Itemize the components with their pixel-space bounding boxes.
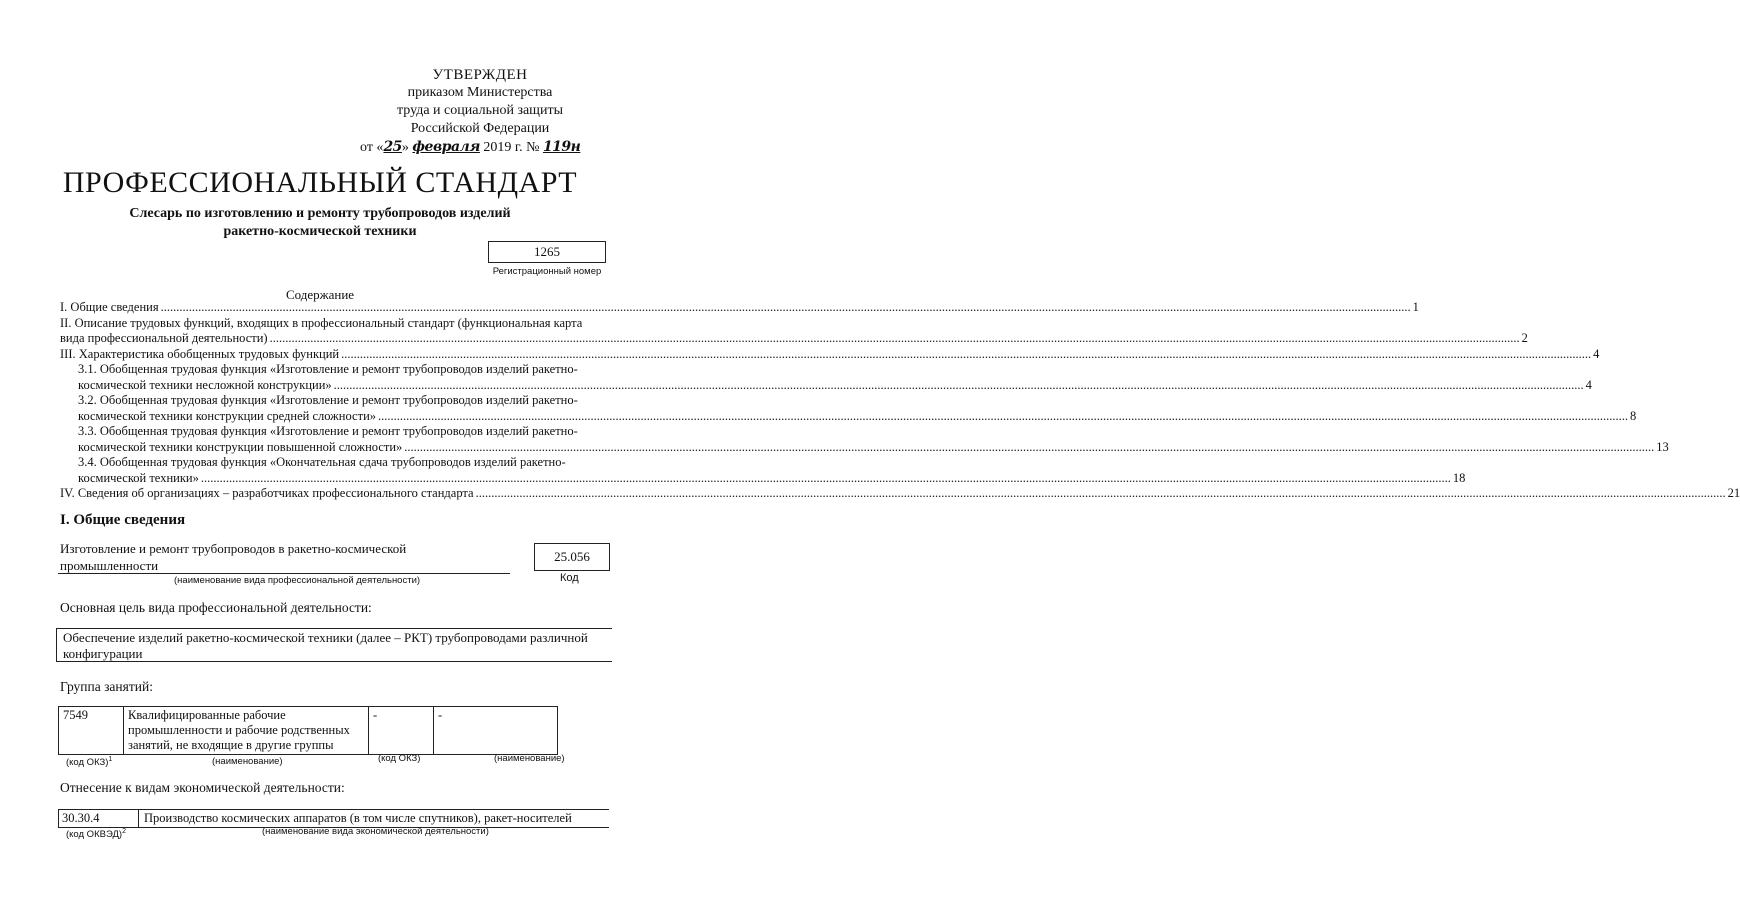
goal-text-line: конфигурации [63,646,143,661]
toc-dots: ................................................................................................................................................................................................................................................................................................................................................................................................................ [475,486,1726,500]
group-name-line: занятий, не входящие в другие группы [128,738,334,752]
toc-item-text: 3.2. Обобщенная трудовая функция «Изготовление и ремонт трубопроводов изделий ракетно- [78,393,578,407]
approval-line: приказом Министерства [407,85,553,100]
toc-item[interactable] [60,300,1419,316]
group-name-line: промышленности и рабочие родственных [128,723,350,737]
order-line [360,139,610,156]
toc-dots: ................................................................................................................................................................................................................................................................................................................................................................................................................ [404,439,1655,454]
toc-page-number: 4 [1585,377,1592,392]
order-month: февраля [412,139,480,155]
toc-item-text: III. Характеристика обобщенных трудовых функций [60,346,340,361]
okved-caption-code [66,828,126,840]
activity-name [60,540,420,574]
toc-item[interactable] [60,424,1669,455]
toc-item-text: космической техники конструкции средней сложности» [78,408,377,423]
approval-line: Российской Федерации [410,121,550,136]
group-caption-name: (наименование) [212,756,283,767]
table-cell: - [369,707,434,755]
subtitle-line: Слесарь по изготовлению и ремонту трубопроводов изделий [129,206,511,221]
toc-page-number: 13 [1656,439,1669,454]
toc-page-number: 1 [1412,300,1419,314]
toc-page-number: 4 [1593,346,1600,361]
toc-page-number: 2 [1521,331,1528,345]
toc-dots: ................................................................................................................................................................................................................................................................................................................................................................................................................ [160,300,1411,314]
toc-item-text: вида профессиональной деятельности) [60,331,268,345]
group-caption-code: (код ОКЗ) [378,753,421,764]
toc-heading: Содержание [285,287,355,302]
group-label: Группа занятий: [60,679,153,694]
section-title: I. Общие сведения [60,512,186,528]
footnote-mark: 2 [122,828,126,835]
group-name-line: Квалифицированные рабочие [128,708,286,722]
toc-page-number: 21 [1727,486,1740,500]
standard-subtitle [60,205,580,241]
table-cell: 7549 [59,707,124,755]
toc-dots: ................................................................................................................................................................................................................................................................................................................................................................................................................ [269,331,1520,345]
toc-item-text: 3.3. Обобщенная трудовая функция «Изготовление и ремонт трубопроводов изделий ракетно- [78,424,578,438]
caption-text: (код ОКВЭД) [66,829,123,841]
okved-name: Производство космических аппаратов (в том числе спутников), ракет-носителей [144,811,572,825]
approval-line: труда и социальной защиты [397,103,563,118]
order-mid: » [401,140,413,155]
toc-page-number: 8 [1630,408,1637,423]
toc-item-text: IV. Сведения об организациях – разработчиках профессионального стандарта [60,486,474,500]
table-cell: - [434,707,558,755]
footnote-mark: 1 [108,756,113,763]
table-cell [124,707,369,755]
goal-box [56,628,612,662]
toc-dots: ................................................................................................................................................................................................................................................................................................................................................................................................................ [341,346,1592,361]
toc-page-number: 18 [1452,470,1466,485]
toc-item[interactable] [60,455,1466,486]
toc-item-text: 3.4. Обобщенная трудовая функция «Окончательная сдача трубопроводов изделий ракетно- [78,455,566,469]
goal-text-line: Обеспечение изделий ракетно-космической техники (далее – РКТ) трубопроводами различной [63,630,588,645]
registration-number-label: Регистрационный номер [492,266,602,277]
toc-item[interactable] [60,486,1740,502]
table-of-contents [60,300,1740,502]
approval-title: УТВЕРЖДЕН [432,67,528,83]
order-day: 25 [383,139,402,155]
occupation-group-table [58,706,558,755]
code-label: Код [560,572,579,584]
okved-code: 30.30.4 [59,810,139,827]
toc-item[interactable] [60,346,1600,363]
toc-dots: ................................................................................................................................................................................................................................................................................................................................................................................................................ [200,470,1451,485]
activity-name-line: Изготовление и ремонт трубопроводов в ракетно-космической [60,541,407,556]
table-row [59,707,558,755]
toc-item-text: 3.1. Обобщенная трудовая функция «Изготовление и ремонт трубопроводов изделий ракетно- [78,362,578,376]
okved-label: Отнесение к видам экономической деятельности: [60,780,345,795]
registration-number-box: 1265 [488,241,606,263]
activity-underline [58,573,510,574]
toc-dots: ................................................................................................................................................................................................................................................................................................................................................................................................................ [333,377,1584,392]
order-number: 119н [542,139,581,155]
toc-item-text: космической техники конструкции повышенной сложности» [78,439,403,454]
toc-item[interactable] [60,362,1592,393]
approval-block [360,66,600,138]
toc-item-text: I. Общие сведения [60,300,159,314]
toc-item-text: космической техники» [78,470,199,485]
activity-caption: (наименование вида профессиональной деятельности) [174,575,421,586]
goal-label: Основная цель вида профессиональной деятельности: [60,600,372,615]
activity-name-line: промышленности [60,558,159,573]
okved-caption-name: (наименование вида экономической деятельности) [262,826,489,837]
toc-item[interactable] [60,315,1528,347]
group-caption-code [66,756,112,768]
order-year: 2019 г. № [479,140,543,155]
activity-code-box: 25.056 [534,543,610,571]
caption-text: (код ОКЗ) [66,757,109,769]
toc-item[interactable] [60,393,1637,424]
group-caption-name: (наименование) [494,753,565,764]
page-title: ПРОФЕССИОНАЛЬНЫЙ СТАНДАРТ [62,166,578,199]
toc-item-text: космической техники несложной конструкции» [78,377,332,392]
toc-item-text: II. Описание трудовых функций, входящих в профессиональный стандарт (функциональная карта [60,315,583,330]
order-prefix: от « [360,140,384,155]
toc-dots: ................................................................................................................................................................................................................................................................................................................................................................................................................ [378,408,1629,423]
subtitle-line: ракетно-космической техники [223,224,417,239]
